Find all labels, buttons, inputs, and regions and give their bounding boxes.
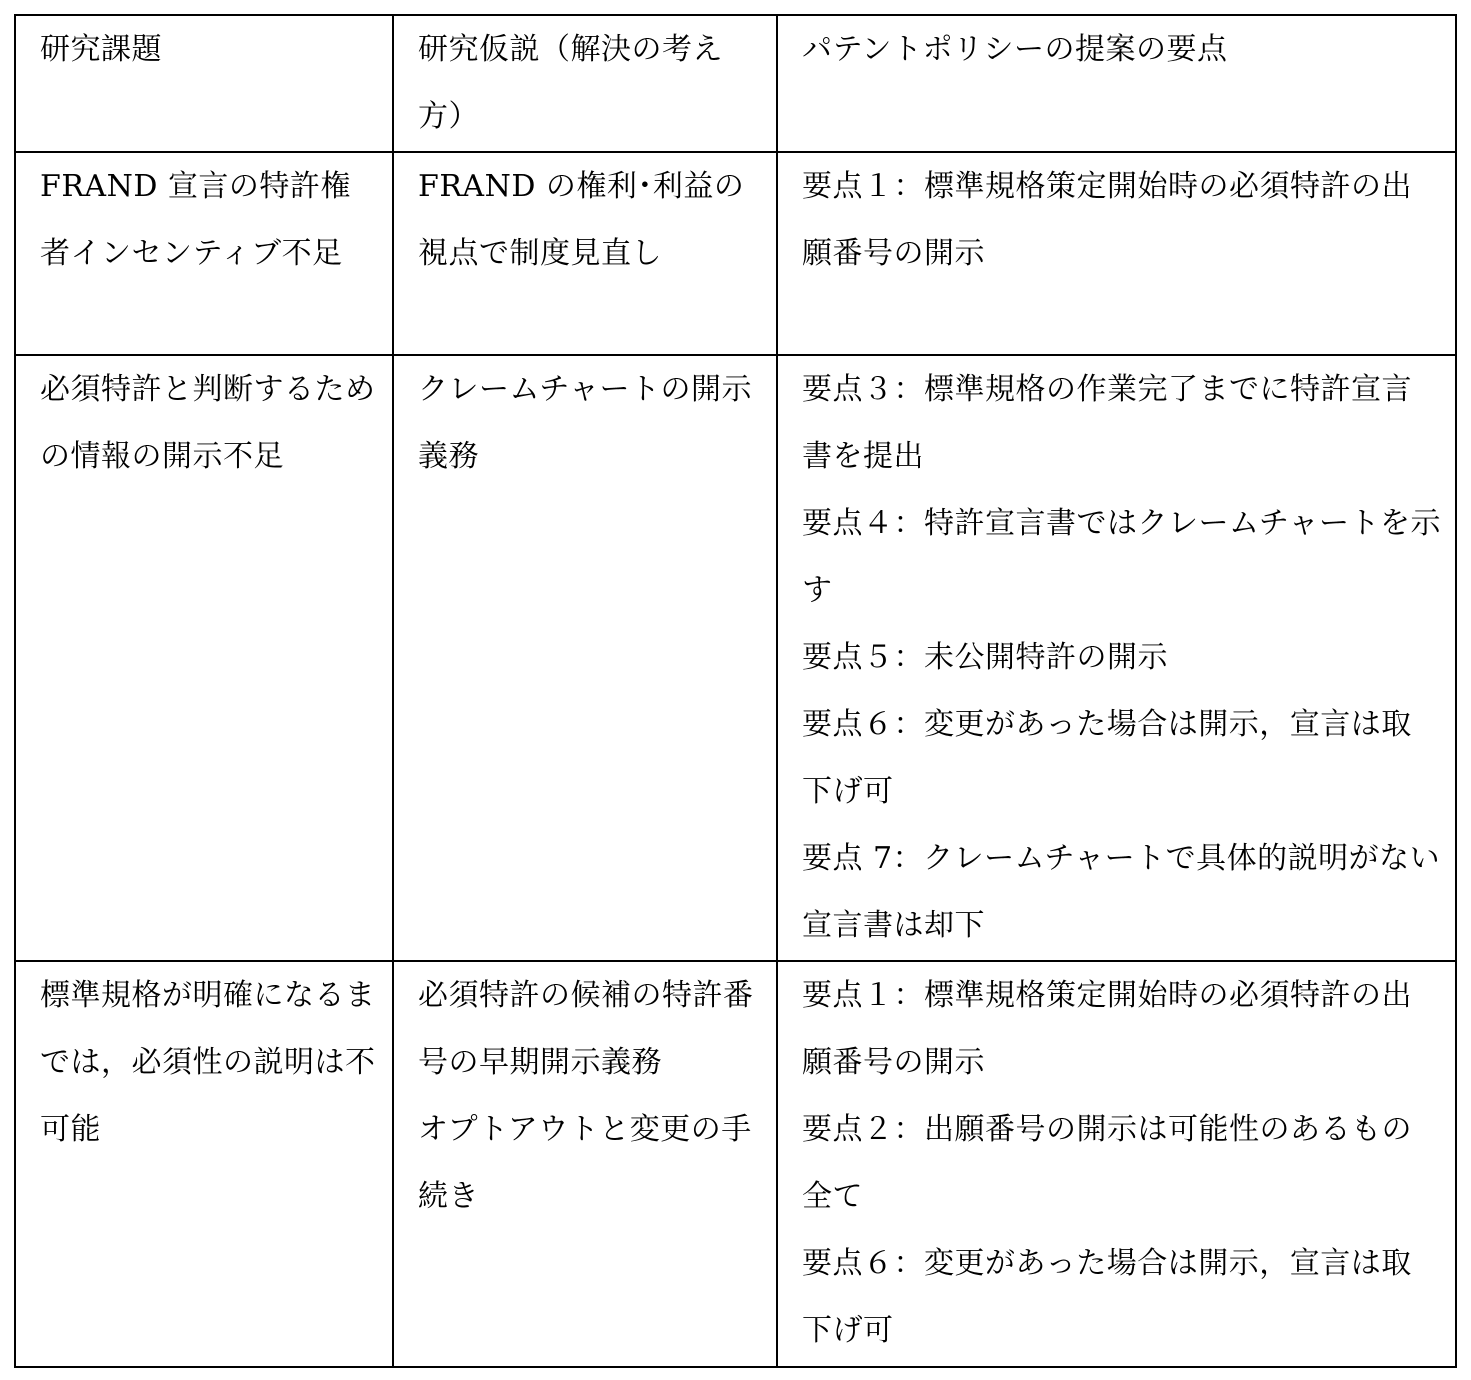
point-text: 要点 7：クレームチャートで具体的説明がない宣言書は却下 — [802, 841, 1441, 943]
header-cell-points — [777, 15, 1456, 152]
point-text: 要点６：変更があった場合は開示，宣言は取下げ可 — [802, 1246, 1412, 1348]
policy-table — [14, 14, 1457, 1368]
points-cell — [777, 152, 1456, 355]
issue-cell — [15, 355, 393, 961]
points-cell — [777, 961, 1456, 1367]
point-text: 要点１：標準規格策定開始時の必須特許の出願番号の開示 — [802, 169, 1412, 271]
table-row — [15, 961, 1456, 1367]
header-issue-label: 研究課題 — [40, 32, 162, 67]
issue-text: 標準規格が明確になるまでは，必須性の説明は不可能 — [40, 978, 376, 1147]
hypothesis-text: FRAND の権利･利益の視点で制度見直し — [418, 169, 745, 271]
header-cell-hypothesis — [393, 15, 777, 152]
table-row — [15, 355, 1456, 961]
header-hypothesis-label: 研究仮説（解決の考え方） — [418, 32, 723, 134]
header-points-label: パテントポリシーの提案の要点 — [802, 32, 1228, 67]
table-row — [15, 152, 1456, 355]
hypothesis-cell — [393, 152, 777, 355]
points-cell — [777, 355, 1456, 961]
hypothesis-text: 必須特許の候補の特許番号の早期開示義務 — [418, 978, 754, 1080]
point-text: 要点５：未公開特許の開示 — [802, 640, 1168, 675]
hypothesis-cell — [393, 961, 777, 1367]
hypothesis-text: クレームチャートの開示義務 — [418, 372, 752, 474]
issue-cell — [15, 152, 393, 355]
point-text: 要点４：特許宣言書ではクレームチャートを示す — [802, 506, 1441, 608]
point-text: 要点６：変更があった場合は開示，宣言は取下げ可 — [802, 707, 1412, 809]
issue-cell — [15, 961, 393, 1367]
hypothesis-text: オプトアウトと変更の手続き — [418, 1112, 752, 1214]
point-text: 要点１：標準規格策定開始時の必須特許の出願番号の開示 — [802, 978, 1412, 1080]
point-text: 要点２：出願番号の開示は可能性のあるもの全て — [802, 1112, 1412, 1214]
header-cell-issue — [15, 15, 393, 152]
issue-text: FRAND 宣言の特許権者インセンティブ不足 — [40, 169, 351, 271]
table-header-row — [15, 15, 1456, 152]
issue-text: 必須特許と判断するための情報の開示不足 — [40, 372, 376, 474]
hypothesis-cell — [393, 355, 777, 961]
point-text: 要点３：標準規格の作業完了までに特許宣言書を提出 — [802, 372, 1412, 474]
